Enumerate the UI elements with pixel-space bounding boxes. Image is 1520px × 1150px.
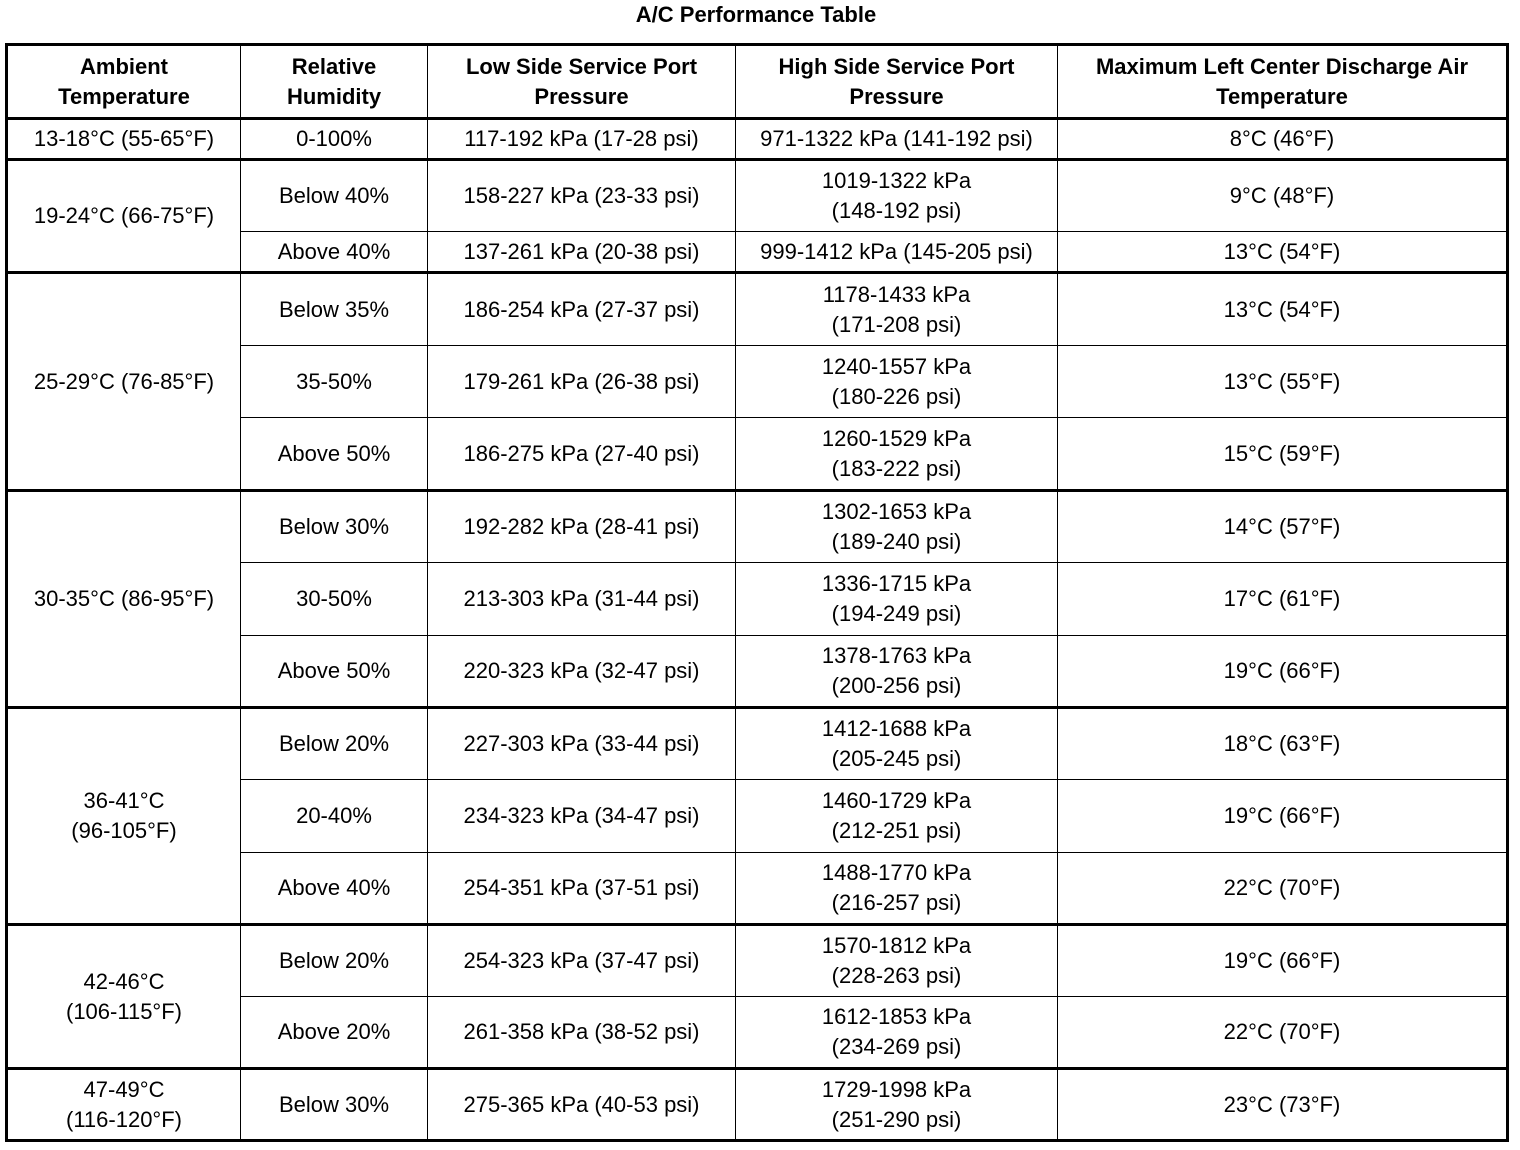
low-side-pressure-cell: 254-351 kPa (37-51 psi) xyxy=(428,853,736,925)
low-side-pressure-cell: 220-323 kPa (32-47 psi) xyxy=(428,636,736,708)
column-header-low-side-pressure: Low Side Service Port Pressure xyxy=(428,45,736,119)
header-row xyxy=(7,45,1508,119)
humidity-cell: 20-40% xyxy=(241,780,428,853)
ac-performance-table xyxy=(5,43,1509,1142)
low-side-pressure-cell: 137-261 kPa (20-38 psi) xyxy=(428,232,736,273)
low-side-pressure-cell: 227-303 kPa (33-44 psi) xyxy=(428,708,736,780)
high-side-pressure-cell: 1302-1653 kPa (189-240 psi) xyxy=(736,491,1058,563)
discharge-air-temperature-cell: 22°C (70°F) xyxy=(1058,853,1508,925)
ambient-temperature-cell: 25-29°C (76-85°F) xyxy=(7,273,241,491)
high-side-pressure-cell: 1019-1322 kPa (148-192 psi) xyxy=(736,160,1058,232)
high-side-pressure-cell: 999-1412 kPa (145-205 psi) xyxy=(736,232,1058,273)
discharge-air-temperature-cell: 17°C (61°F) xyxy=(1058,563,1508,636)
discharge-air-temperature-cell: 9°C (48°F) xyxy=(1058,160,1508,232)
low-side-pressure-cell: 117-192 kPa (17-28 psi) xyxy=(428,119,736,160)
table-row xyxy=(7,160,1508,232)
low-side-pressure-cell: 261-358 kPa (38-52 psi) xyxy=(428,997,736,1069)
discharge-air-temperature-cell: 8°C (46°F) xyxy=(1058,119,1508,160)
table-row xyxy=(7,119,1508,160)
low-side-pressure-cell: 186-254 kPa (27-37 psi) xyxy=(428,273,736,346)
table-row xyxy=(7,491,1508,563)
humidity-cell: 35-50% xyxy=(241,346,428,418)
humidity-cell: Below 20% xyxy=(241,708,428,780)
column-header-ambient-temperature: Ambient Temperature xyxy=(7,45,241,119)
high-side-pressure-cell: 1378-1763 kPa (200-256 psi) xyxy=(736,636,1058,708)
ambient-temperature-cell: 13-18°C (55-65°F) xyxy=(7,119,241,160)
humidity-cell: 30-50% xyxy=(241,563,428,636)
humidity-cell: Above 20% xyxy=(241,997,428,1069)
high-side-pressure-cell: 1729-1998 kPa (251-290 psi) xyxy=(736,1069,1058,1141)
humidity-cell: Below 35% xyxy=(241,273,428,346)
high-side-pressure-cell: 1336-1715 kPa (194-249 psi) xyxy=(736,563,1058,636)
low-side-pressure-cell: 254-323 kPa (37-47 psi) xyxy=(428,925,736,997)
high-side-pressure-cell: 1412-1688 kPa (205-245 psi) xyxy=(736,708,1058,780)
discharge-air-temperature-cell: 18°C (63°F) xyxy=(1058,708,1508,780)
table-row xyxy=(7,273,1508,346)
high-side-pressure-cell: 1570-1812 kPa (228-263 psi) xyxy=(736,925,1058,997)
high-side-pressure-cell: 1240-1557 kPa (180-226 psi) xyxy=(736,346,1058,418)
discharge-air-temperature-cell: 13°C (55°F) xyxy=(1058,346,1508,418)
table-row xyxy=(7,925,1508,997)
low-side-pressure-cell: 192-282 kPa (28-41 psi) xyxy=(428,491,736,563)
humidity-cell: Below 40% xyxy=(241,160,428,232)
ambient-temperature-cell: 47-49°C (116-120°F) xyxy=(7,1069,241,1141)
table-row xyxy=(7,1069,1508,1141)
table-row xyxy=(7,708,1508,780)
discharge-air-temperature-cell: 15°C (59°F) xyxy=(1058,418,1508,491)
low-side-pressure-cell: 158-227 kPa (23-33 psi) xyxy=(428,160,736,232)
discharge-air-temperature-cell: 23°C (73°F) xyxy=(1058,1069,1508,1141)
column-header-high-side-pressure: High Side Service Port Pressure xyxy=(736,45,1058,119)
humidity-cell: Above 40% xyxy=(241,853,428,925)
high-side-pressure-cell: 1460-1729 kPa (212-251 psi) xyxy=(736,780,1058,853)
discharge-air-temperature-cell: 19°C (66°F) xyxy=(1058,925,1508,997)
high-side-pressure-cell: 1488-1770 kPa (216-257 psi) xyxy=(736,853,1058,925)
humidity-cell: Below 30% xyxy=(241,1069,428,1141)
humidity-cell: Below 20% xyxy=(241,925,428,997)
humidity-cell: Above 50% xyxy=(241,636,428,708)
discharge-air-temperature-cell: 14°C (57°F) xyxy=(1058,491,1508,563)
low-side-pressure-cell: 186-275 kPa (27-40 psi) xyxy=(428,418,736,491)
low-side-pressure-cell: 234-323 kPa (34-47 psi) xyxy=(428,780,736,853)
discharge-air-temperature-cell: 13°C (54°F) xyxy=(1058,232,1508,273)
low-side-pressure-cell: 275-365 kPa (40-53 psi) xyxy=(428,1069,736,1141)
discharge-air-temperature-cell: 19°C (66°F) xyxy=(1058,780,1508,853)
discharge-air-temperature-cell: 22°C (70°F) xyxy=(1058,997,1508,1069)
column-header-discharge-air-temperature: Maximum Left Center Discharge Air Temperature xyxy=(1058,45,1508,119)
humidity-cell: Above 50% xyxy=(241,418,428,491)
discharge-air-temperature-cell: 13°C (54°F) xyxy=(1058,273,1508,346)
low-side-pressure-cell: 213-303 kPa (31-44 psi) xyxy=(428,563,736,636)
ambient-temperature-cell: 19-24°C (66-75°F) xyxy=(7,160,241,273)
high-side-pressure-cell: 1612-1853 kPa (234-269 psi) xyxy=(736,997,1058,1069)
ambient-temperature-cell: 42-46°C (106-115°F) xyxy=(7,925,241,1069)
table-title: A/C Performance Table xyxy=(635,2,877,27)
humidity-cell: Above 40% xyxy=(241,232,428,273)
high-side-pressure-cell: 971-1322 kPa (141-192 psi) xyxy=(736,119,1058,160)
humidity-cell: 0-100% xyxy=(241,119,428,160)
low-side-pressure-cell: 179-261 kPa (26-38 psi) xyxy=(428,346,736,418)
high-side-pressure-cell: 1178-1433 kPa (171-208 psi) xyxy=(736,273,1058,346)
ambient-temperature-cell: 30-35°C (86-95°F) xyxy=(7,491,241,708)
humidity-cell: Below 30% xyxy=(241,491,428,563)
high-side-pressure-cell: 1260-1529 kPa (183-222 psi) xyxy=(736,418,1058,491)
ambient-temperature-cell: 36-41°C (96-105°F) xyxy=(7,708,241,925)
column-header-relative-humidity: Relative Humidity xyxy=(241,45,428,119)
discharge-air-temperature-cell: 19°C (66°F) xyxy=(1058,636,1508,708)
